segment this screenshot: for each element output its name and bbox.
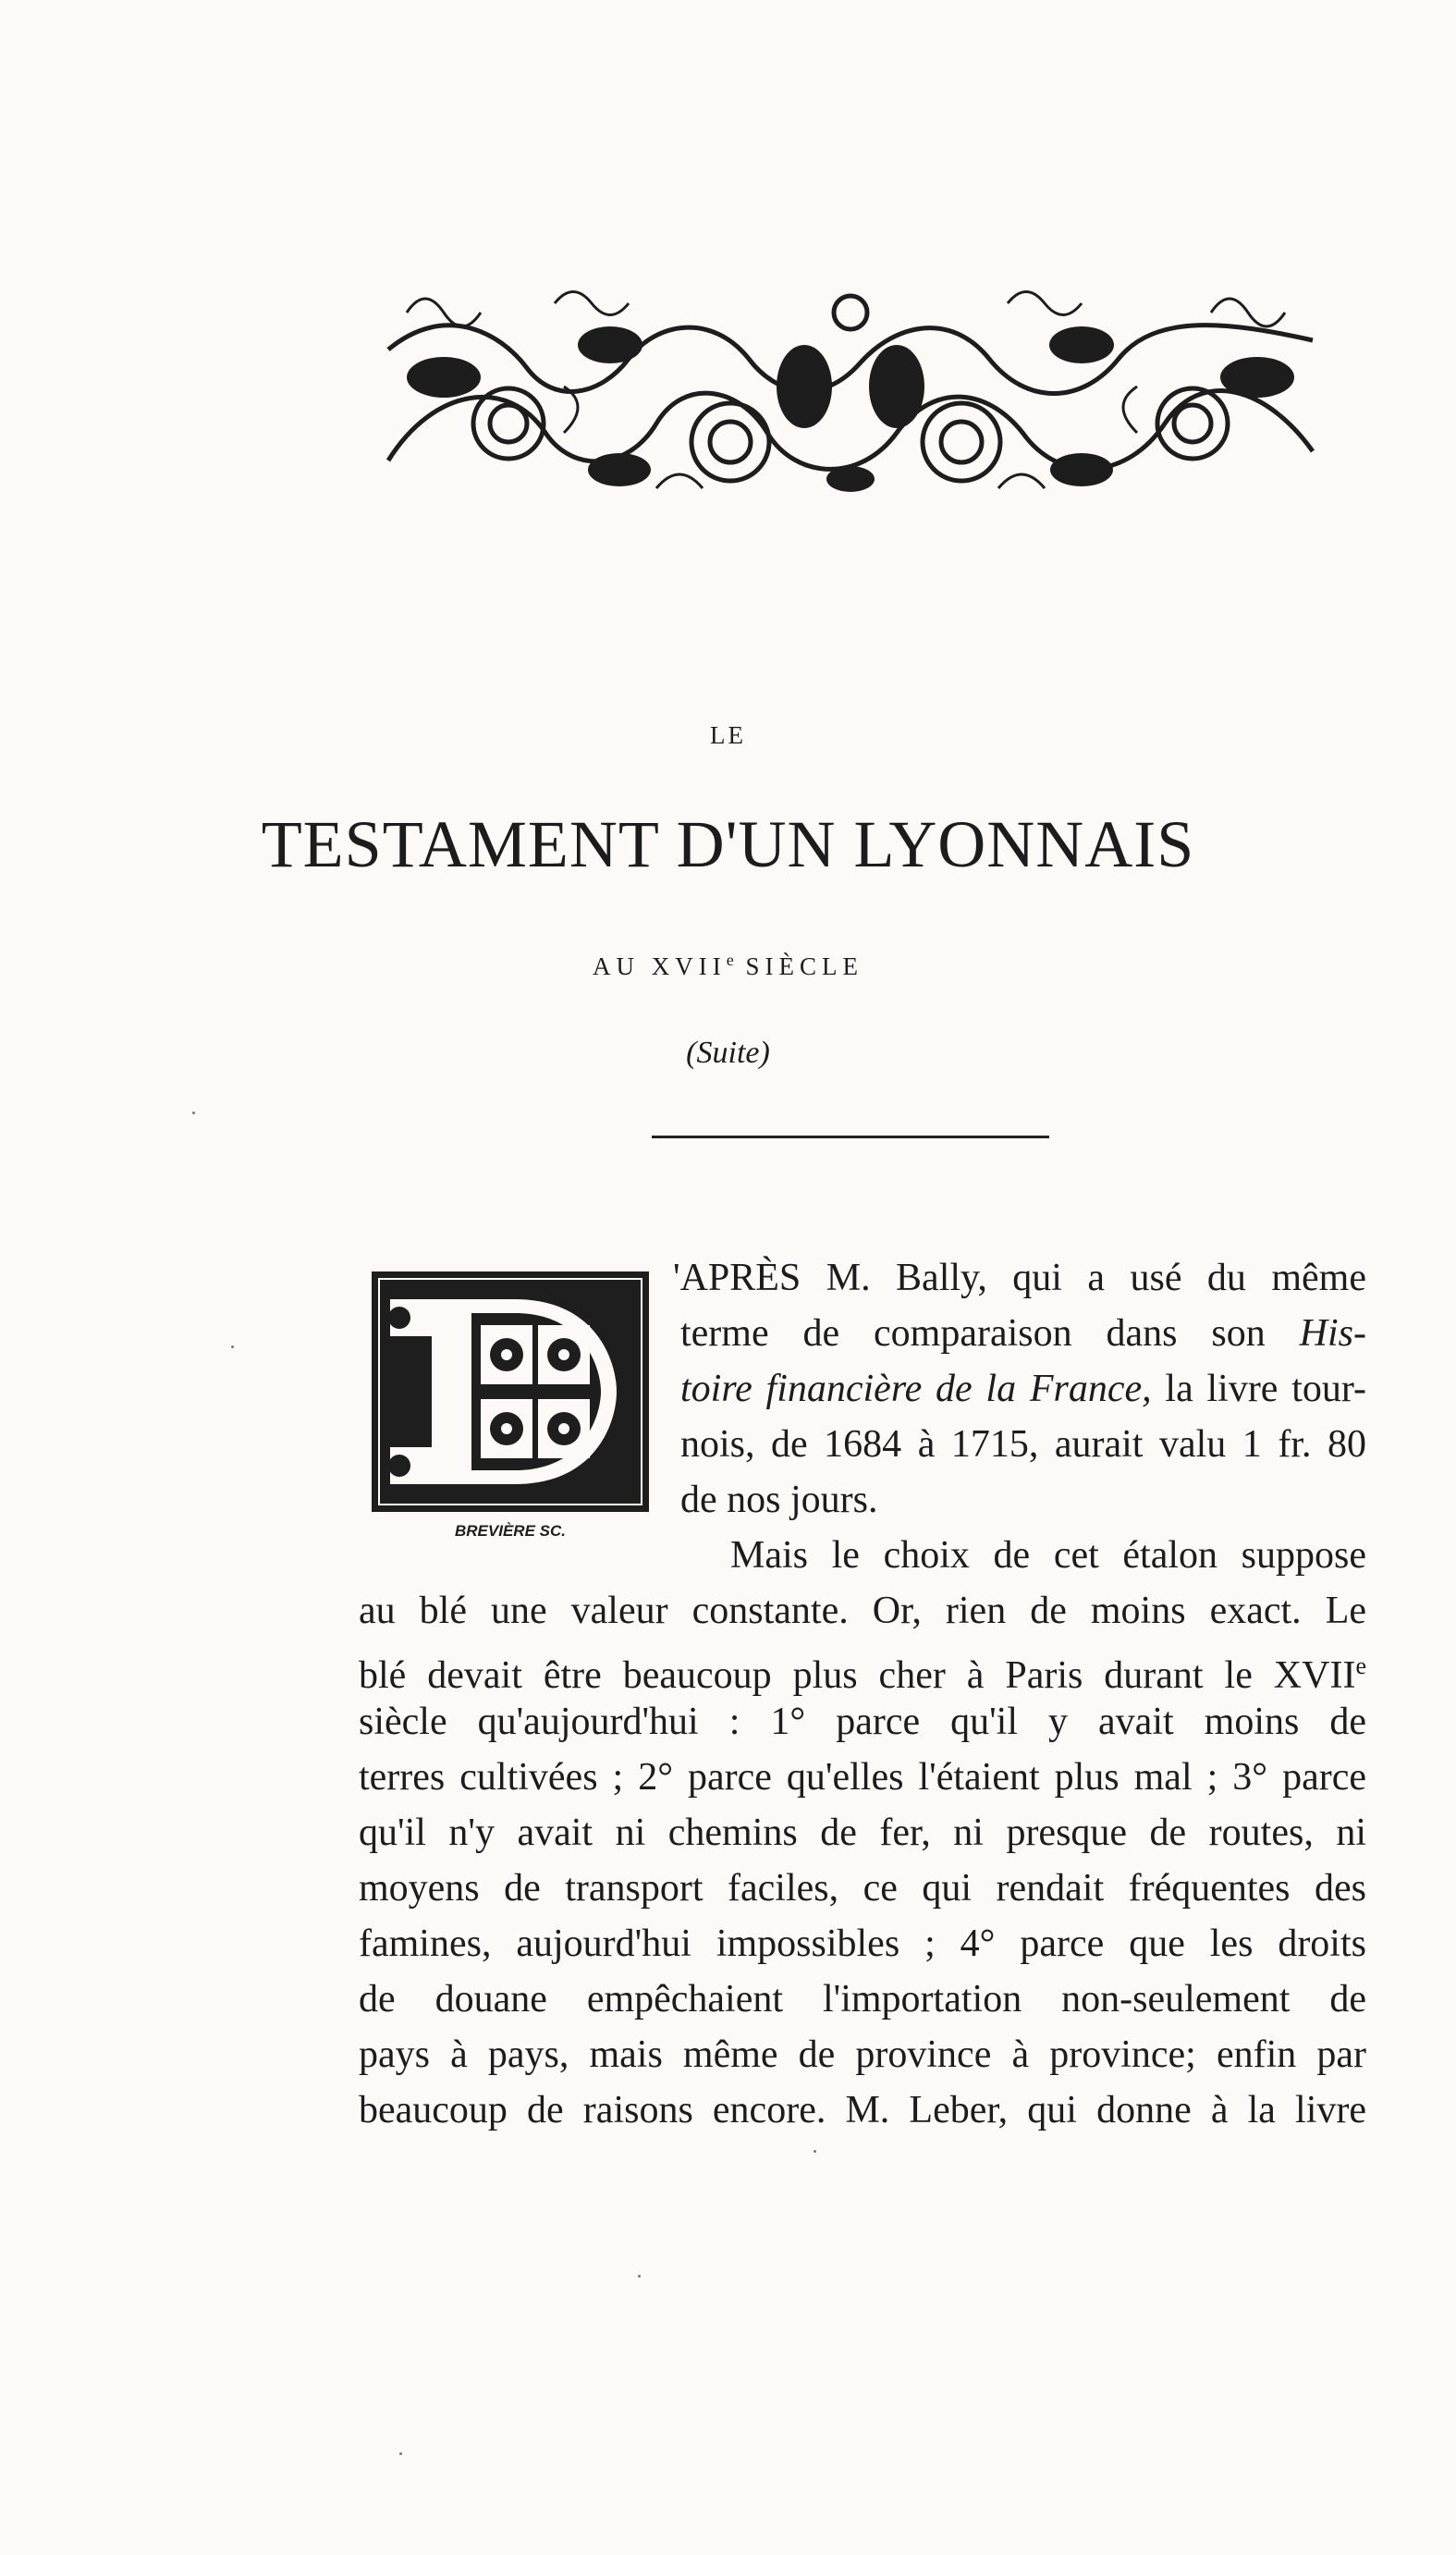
body-line: toire financière de la France, la livre tour- [680, 1368, 1367, 1410]
body-line: qu'il n'y avait ni chemins de fer, ni presque de routes, ni [359, 1812, 1366, 1854]
body-line: 'APRÈS M. Bally, qui a usé du même [673, 1257, 1366, 1299]
body-line: nois, de 1684 à 1715, aurait valu 1 fr. 80 [680, 1423, 1366, 1466]
body-line: Mais le choix de cet étalon suppose [730, 1534, 1366, 1577]
engraver-signature: BREVIÈRE SC. [455, 1522, 566, 1540]
body-line: beaucoup de raisons encore. M. Leber, qui donne à la livre [359, 2089, 1366, 2131]
body-line: famines, aujourd'hui impossibles ; 4° parce que les droits [359, 1922, 1366, 1965]
page-title: TESTAMENT D'UN LYONNAIS [261, 807, 1195, 881]
body-line: terres cultivées ; 2° parce qu'elles l'étaient plus mal ; 3° parce [359, 1756, 1366, 1799]
body-line: au blé une valeur constante. Or, rien de moins exact. Le [359, 1590, 1366, 1632]
subtitle-superscript: e [726, 951, 734, 969]
body-line: pays à pays, mais même de province à province; enfin par [359, 2033, 1366, 2076]
suite-label: (Suite) [686, 1036, 770, 1070]
body-line: de douane empêchaient l'importation non-seulement de [359, 1978, 1366, 2021]
body-line: blé devait être beaucoup plus cher à Paris durant le XVIIe [359, 1652, 1366, 1697]
body-line: de nos jours. [680, 1479, 878, 1521]
subtitle-text: AU XVII [593, 952, 727, 980]
body-line: terme de comparaison dans son His- [680, 1312, 1366, 1355]
body-line: siècle qu'aujourd'hui : 1° parce qu'il y avait moins de [359, 1701, 1366, 1743]
title-kicker: LE [710, 721, 746, 749]
subtitle-end: SIÈCLE [733, 952, 863, 980]
body-line: moyens de transport faciles, ce qui rendait fréquentes des [359, 1867, 1366, 1910]
